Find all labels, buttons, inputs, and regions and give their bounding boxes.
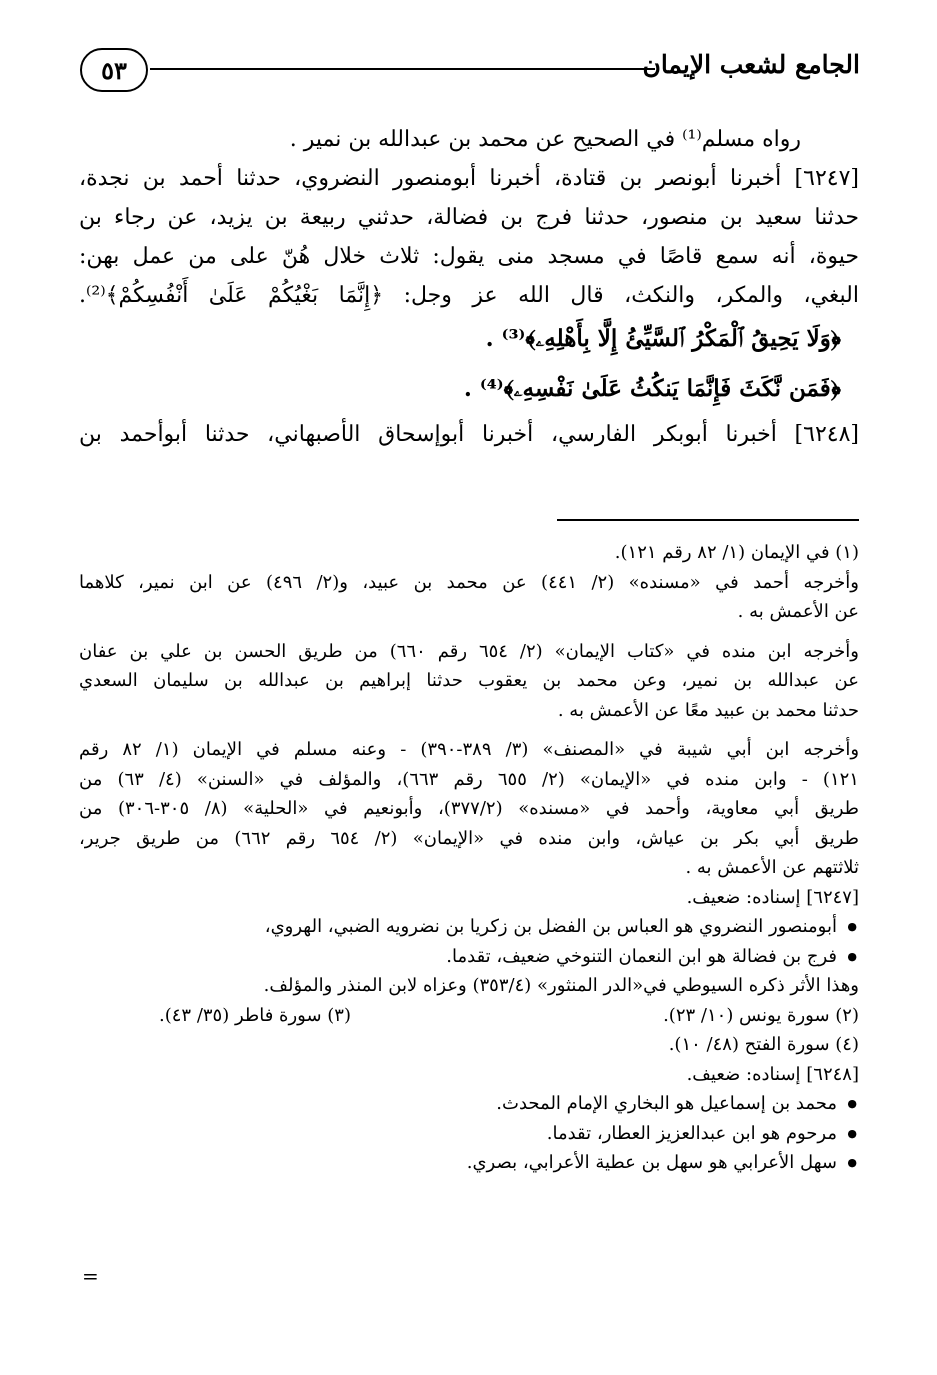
text-line: حدثنا سعيد بن منصور، حدثنا فرج بن فضالة، حدثني ربيعة بن يزيد، عن رجاء بن (79, 205, 859, 230)
footnote-line: طريق أبي بكر بن عياش، وابن منده في «الإيمان» (٢/ ٦٥٤ رقم ٦٦٢) من طريق جرير، (79, 827, 859, 849)
continuation-mark: = (82, 1264, 99, 1288)
footnote-line: عن الأعمش به . (737, 601, 859, 622)
main-text (79, 120, 859, 454)
text-line: حيوة، أنه سمع قاصًا في مسجد منى يقول: ثلاث خلال هُنّ على من عمل بهن: (79, 244, 859, 269)
footnote-line: وهذا الأثر ذكره السيوطي في«الدر المنثور» (٣٥٣/٤) وعزاه لابن المنذر والمؤلف. (263, 975, 859, 996)
page-header (80, 38, 860, 106)
quran-verse: ﴿فَمَن نَّكَثَ فَإِنَّمَا يَنكُثُ عَلَىٰ نَفْسِهِۦ﴾⁽⁴⁾ . (463, 375, 841, 402)
text-line: رواه مسلم⁽¹⁾ في الصحيح عن محمد بن عبدالله بن نمير . (289, 127, 801, 152)
bullet-item: ● مرحوم هو ابن عبدالعزيز العطار، تقدما. (79, 1119, 859, 1149)
header-rule (150, 68, 655, 70)
footnote-line: وأخرجه ابن أبي شيبة في «المصنف» (٣/ ٣٨٩-٣٩٠) - وعنه مسلم في الإيمان (١/ ٨٢ رقم (79, 739, 859, 760)
running-title: الجامع لشعب الإيمان (642, 50, 860, 79)
footnote-line: (٢) سورة يونس (١٠/ ٢٣). (663, 1004, 859, 1026)
footnote-line: عن عبدالله بن نمير، وعن محمد بن يعقوب حدثنا إبراهيم بن عبدالله بن سليمان السعدي (79, 670, 859, 691)
text-line: [٦٢٤٧] أخبرنا أبونصر بن قتادة، أخبرنا أبومنصور النضروي، حدثنا أحمد بن نجدة، (79, 166, 859, 191)
footnote-line: (١) في الإيمان (١/ ٨٢ رقم ١٢١). (614, 542, 859, 563)
footnote-line: ١٢١) - وابن منده في «الإيمان» (٢/ ٦٥٥ رقم ٦٦٣)، والمؤلف في «السنن» (٤/ ٦٣) من (79, 768, 859, 790)
footnotes (79, 538, 859, 1178)
footnote-line: [٦٢٤٧] إسناده: ضعيف. (686, 886, 859, 908)
footnote-line: [٦٢٤٨] إسناده: ضعيف. (686, 1063, 859, 1085)
footnote-line: ثلاثتهم عن الأعمش به . (685, 857, 859, 878)
footnote-line: حدثنا محمد بن عبيد معًا عن الأعمش به . (557, 699, 859, 721)
bullet-item: ● محمد بن إسماعيل هو البخاري الإمام المحدث. (79, 1089, 859, 1119)
bullet-item: ● سهل الأعرابي هو سهل بن عطية الأعرابي، بصري. (79, 1148, 859, 1178)
footnote-pair (159, 1001, 859, 1031)
footnote-line: (٤) سورة الفتح (٤٨/ ١٠). (668, 1034, 859, 1055)
footnote-line: وأخرجه ابن منده في «كتاب الإيمان» (٢/ ٦٥٤ رقم ٦٦٠) من طريق الحسن بن علي بن عفان (79, 640, 859, 662)
text-line: البغي، والمكر، والنكث، قال الله عز وجل: ﴿إِنَّمَا بَغْيُكُمْ عَلَىٰ أَنْفُسِكُمْ﴾⁽²⁾. (79, 283, 859, 308)
footnote-line: (٣) سورة فاطر (٣٥/ ٤٣). (159, 1004, 351, 1026)
bullet-item: ● فرج بن فضالة هو ابن النعمان التنوخي ضعيف، تقدما. (79, 942, 859, 972)
footnote-separator (557, 519, 859, 521)
quran-verse: ﴿وَلَا يَحِيقُ ٱلْمَكْرُ ٱلسَّيِّئُ إِلَّا بِأَهْلِهِۦ﴾⁽³⁾ . (485, 325, 841, 352)
footnote-line: وأخرجه أحمد في «مسنده» (٢/ ٤٤١) عن محمد بن عبيد، و(٢/ ٤٩٦) عن ابن نمير، كلاهما (79, 571, 859, 593)
bullet-item: ● أبومنصور النضروي هو العباس بن الفضل بن زكريا بن نضرويه الضبي، الهروي، (79, 912, 859, 942)
page-number: ٥٣ (80, 48, 148, 92)
text-line: [٦٢٤٨] أخبرنا أبوبكر الفارسي، أخبرنا أبوإسحاق الأصبهاني، حدثنا أبوأحمد بن (79, 422, 859, 447)
footnote-line: طريق أبي معاوية، وأحمد في «مسنده» (٣٧٧/٢)، وأبونعيم في «الحلية» (٨/ ٣٠٥-٣٠٦) من (79, 798, 859, 819)
